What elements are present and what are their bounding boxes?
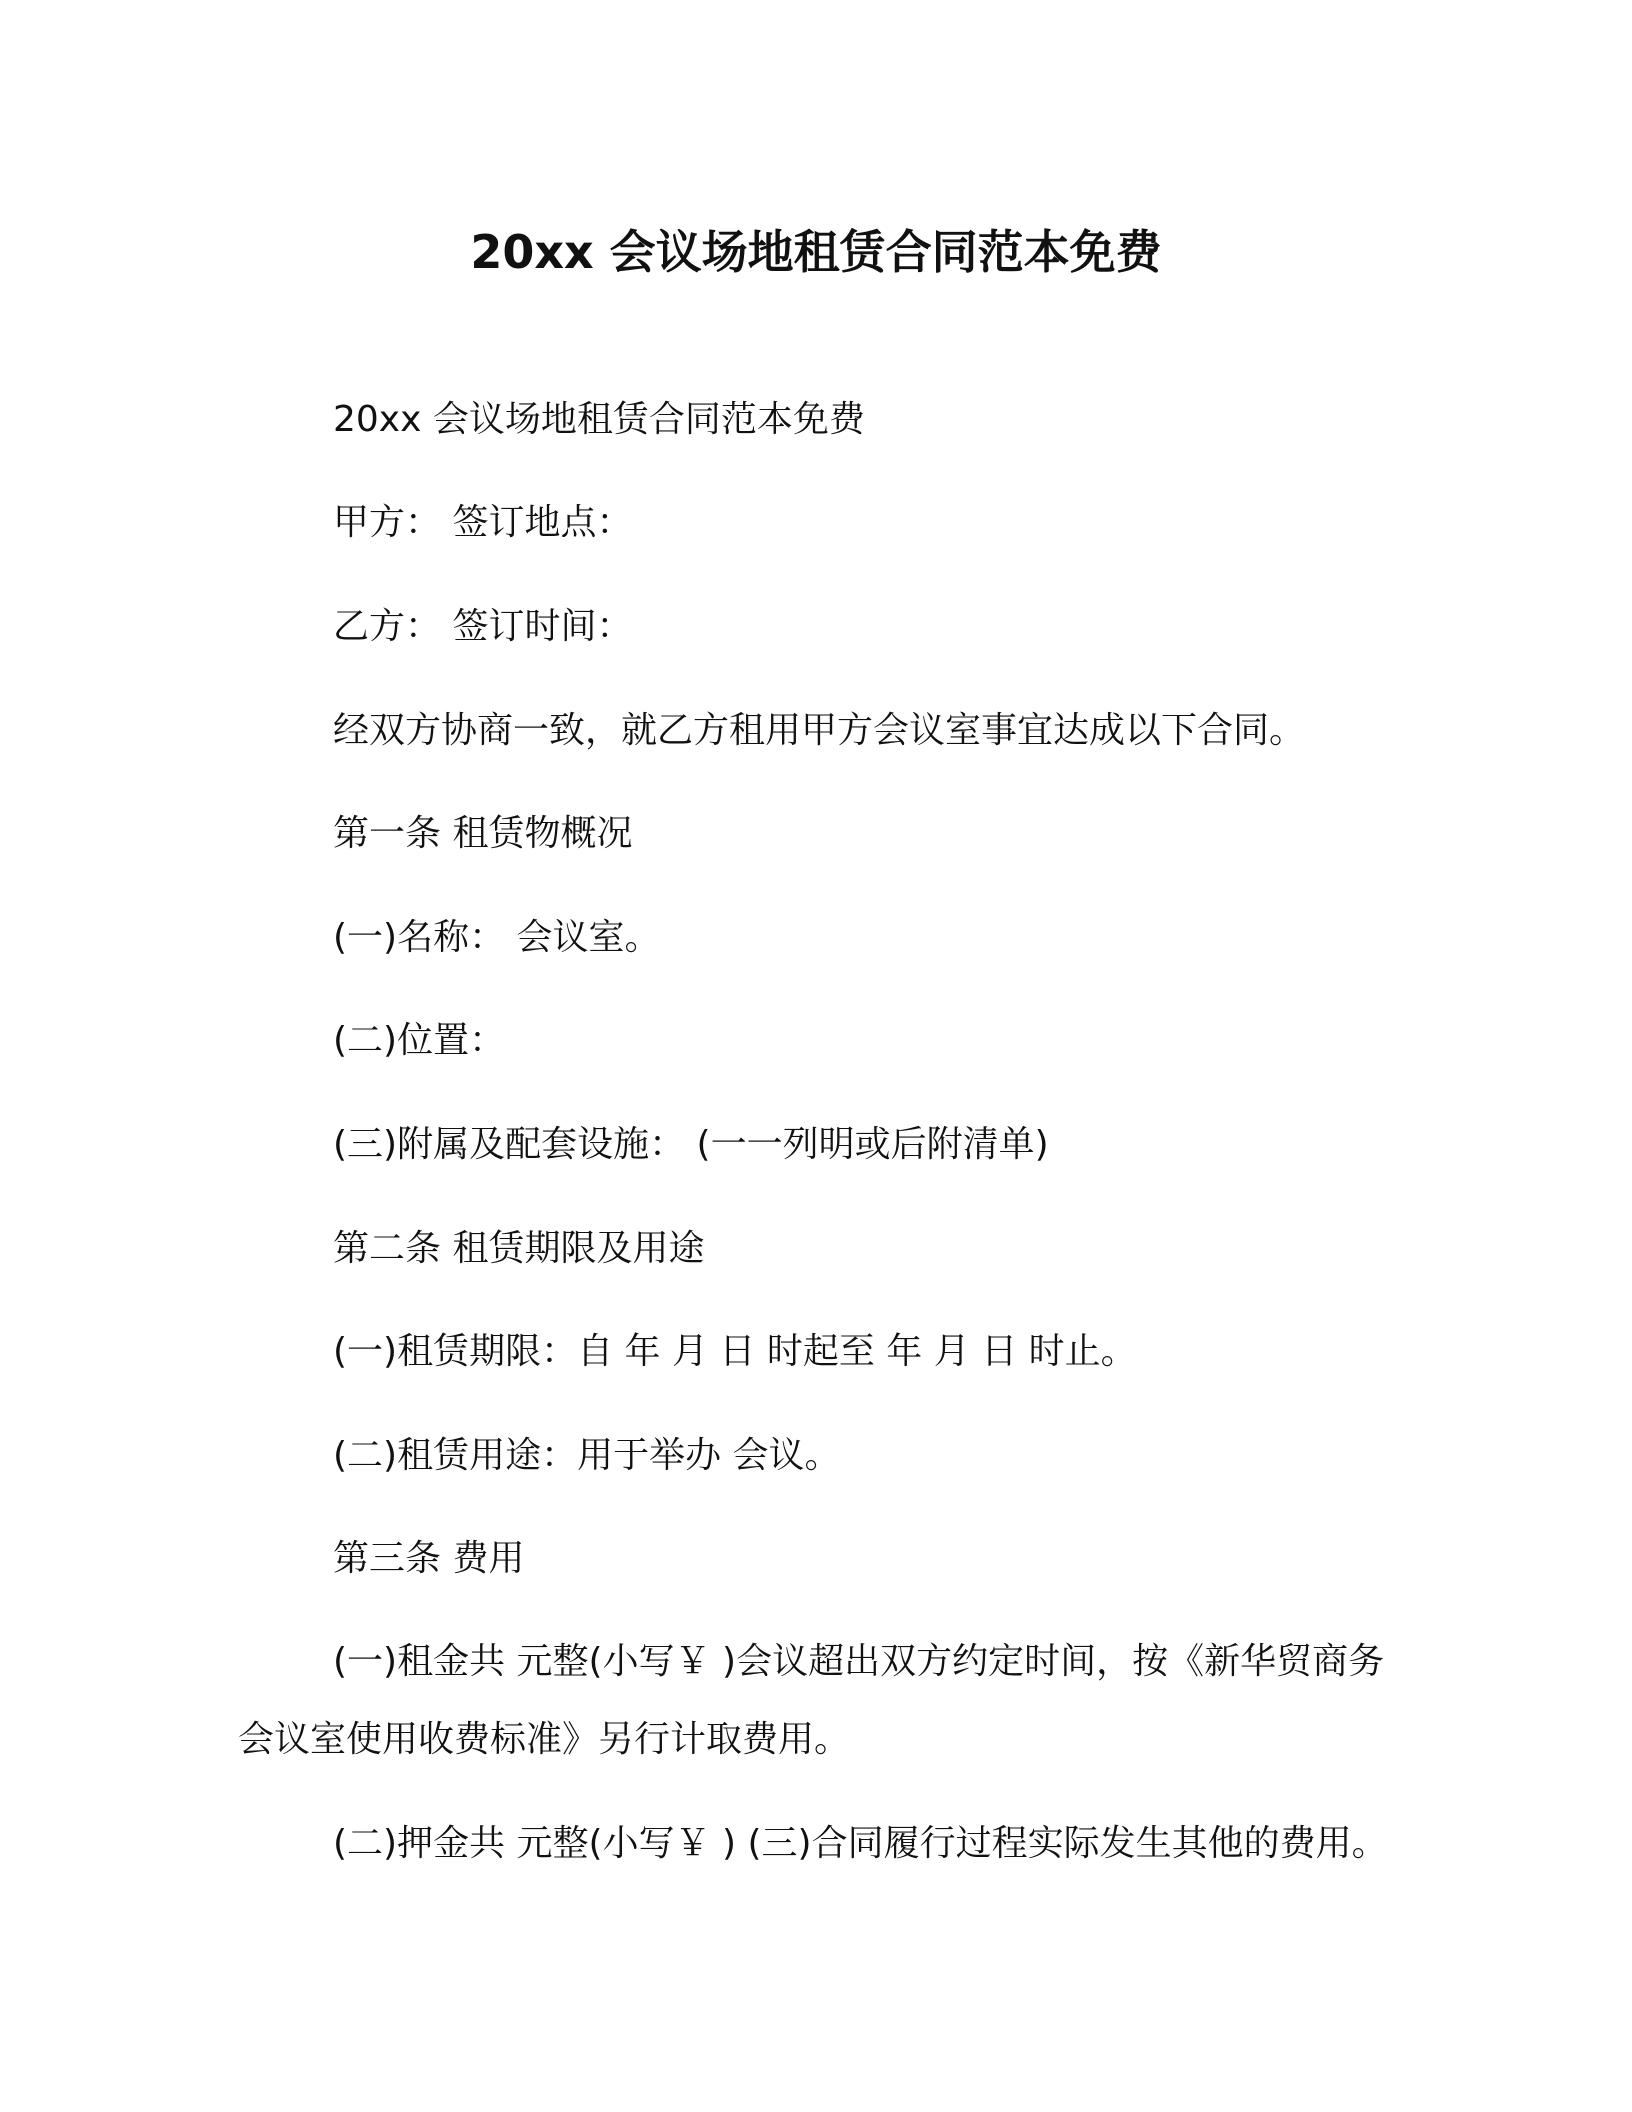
article-3-item-rent: (一)租金共 元整(小写￥ )会议超出双方约定时间，按《新华贸商务会议室使用收费标准》另行计取费用。 (238, 1641, 1385, 1760)
article-1-item-facilities: (三)附属及配套设施： (一一列明或后附清单) (333, 1124, 1049, 1165)
contract-heading: 20xx 会议场地租赁合同范本免费 (333, 399, 865, 440)
agreement-intro: 经双方协商一致，就乙方租用甲方会议室事宜达成以下合同。 (333, 710, 1306, 751)
article-1-heading: 第一条 租赁物概况 (333, 813, 633, 854)
party-b-line: 乙方： 签订时间： (333, 606, 633, 647)
article-2-item-term: (一)租赁期限：自 年 月 日 时起至 年 月 日 时止。 (333, 1331, 1137, 1372)
document-title: 20xx 会议场地租赁合同范本免费 (470, 225, 1162, 279)
article-2-heading: 第二条 租赁期限及用途 (333, 1228, 705, 1269)
article-3-heading: 第三条 费用 (333, 1538, 525, 1579)
article-1-item-name: (一)名称： 会议室。 (333, 917, 661, 958)
party-a-line: 甲方： 签订地点： (333, 502, 633, 543)
article-2-item-purpose: (二)租赁用途：用于举办 会议。 (333, 1435, 841, 1476)
article-3-item-deposit: (二)押金共 元整(小写￥ ) (三)合同履行过程实际发生其他的费用。 (333, 1823, 1388, 1864)
article-1-item-location: (二)位置： (333, 1020, 506, 1061)
